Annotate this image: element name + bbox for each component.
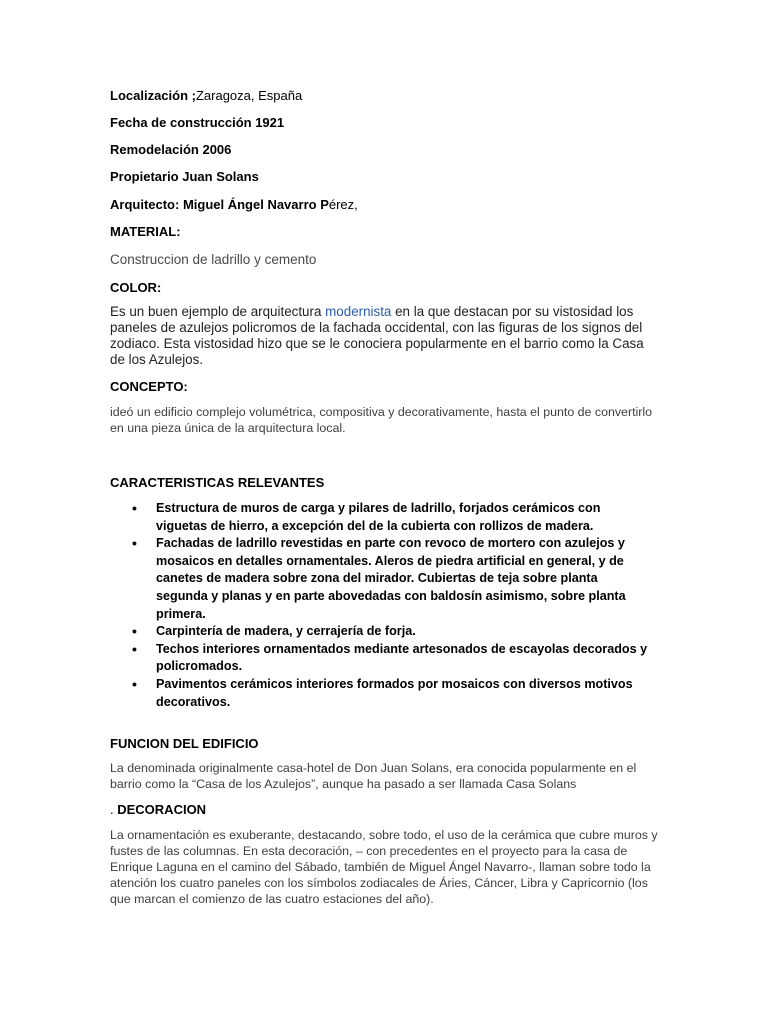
localizacion-line bbox=[110, 87, 302, 104]
material-heading: MATERIAL: bbox=[110, 224, 181, 239]
arquitecto-rest: érez, bbox=[328, 197, 358, 212]
color-text-before: Es un buen ejemplo de arquitectura bbox=[110, 304, 326, 319]
color-paragraph bbox=[110, 304, 658, 368]
list-item: • Techos interiores ornamentados mediante artesonados de escayolas decorados y policromados. bbox=[110, 641, 650, 676]
list-item: • Estructura de muros de carga y pilares de ladrillo, forjados cerámicos con viguetas de hierro, a excepción del de la cubierta con rollizos de madera. bbox=[110, 500, 650, 535]
material-text: Construccion de ladrillo y cemento bbox=[110, 252, 317, 267]
funcion-paragraph: La denominada originalmente casa-hotel de Don Juan Solans, era conocida popularmente en el barrio como la “Casa de los Azulejos”, aunque ha pasado a ser llamada Casa Solans bbox=[110, 761, 637, 791]
color-heading: COLOR: bbox=[110, 280, 162, 295]
decoracion-paragraph: La ornamentación es exuberante, destacando, sobre todo, el uso de la cerámica que cubre muros y fustes de las columnas. En esta decoración, – con precedentes en el proyecto para la casa de Enrique Laguna en el camino del Sábado, también de Miguel Ángel Navarro-, llaman sobre todo la atención los cuatro paneles con los símbolos zodiacales de Áries, Cáncer, Libra y Capricornio (los que marcan el comienzo de las cuatro estaciones del año). bbox=[110, 828, 658, 906]
propietario: Propietario Juan Solans bbox=[110, 169, 259, 184]
list-item: • Carpintería de madera, y cerrajería de forja. bbox=[110, 623, 650, 641]
caracteristicas-list bbox=[110, 500, 650, 711]
modernista-link[interactable]: modernista bbox=[325, 304, 392, 319]
concepto-paragraph: ideó un edificio complejo volumétrica, compositiva y decorativamente, hasta el punto de convertirlo en una pieza única de la arquitectura local. bbox=[110, 405, 653, 435]
fecha-construccion: Fecha de construcción 1921 bbox=[110, 115, 285, 130]
color-text-after: en la que destacan por su vistosidad los paneles de azulejos policromos de la fachada occidental, con las figuras de los signos del zodiaco. Esta vistosidad hizo que se le conociera popularmente en el barrio como la Casa de los Azulejos. bbox=[110, 304, 644, 367]
arquitecto-label: Arquitecto: Miguel Ángel Navarro P bbox=[110, 197, 329, 212]
localizacion-label: Localización ; bbox=[110, 88, 196, 103]
localizacion-value: Zaragoza, España bbox=[195, 88, 303, 103]
arquitecto-line bbox=[110, 196, 358, 213]
caracteristicas-heading: CARACTERISTICAS RELEVANTES bbox=[110, 475, 325, 490]
concepto-heading: CONCEPTO: bbox=[110, 379, 188, 394]
decoracion-prefix: . bbox=[110, 802, 118, 817]
list-item: • Fachadas de ladrillo revestidas en parte con revoco de mortero con azulejos y mosaicos en detalles ornamentales. Aleros de piedra artificial en general, y de canetes de madera sobre zona del mirador. Cubiertas de teja sobre planta segunda y planas y en parte abovedadas con baldosín asimismo, sobre planta primera. bbox=[110, 535, 650, 623]
decoracion-heading: DECORACION bbox=[117, 802, 207, 817]
decoracion-heading-line bbox=[110, 801, 206, 818]
remodelacion: Remodelación 2006 bbox=[110, 142, 232, 157]
list-item: • Pavimentos cerámicos interiores formados por mosaicos con diversos motivos decorativos. bbox=[110, 676, 650, 711]
funcion-heading: FUNCION DEL EDIFICIO bbox=[110, 736, 259, 751]
